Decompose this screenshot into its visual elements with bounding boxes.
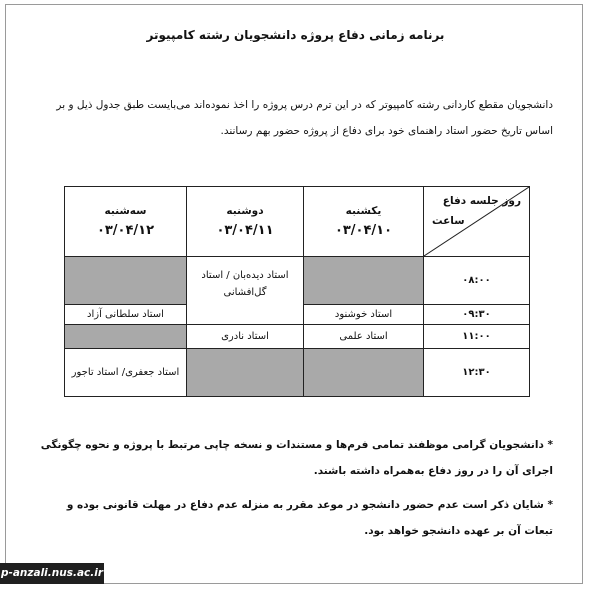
table-row — [65, 349, 530, 397]
site-watermark: p-anzali.nus.ac.ir — [0, 563, 104, 584]
empty-shaded-cell — [65, 325, 187, 349]
day-date: ۰۳/۰۴/۱۱ — [216, 223, 274, 238]
table-row — [65, 257, 530, 305]
day-name: دوشنبه — [226, 205, 264, 217]
day-header-tuesday — [65, 187, 187, 257]
time-slot: ۱۱:۰۰ — [424, 325, 530, 349]
empty-shaded-cell — [65, 257, 187, 305]
empty-shaded-cell — [304, 257, 424, 305]
supervisor-cell: استاد دیده‌بان / استاد گل‌افشانی — [187, 257, 304, 325]
document-title: برنامه زمانی دفاع پروژه دانشجویان رشته کامپیوتر — [146, 28, 445, 42]
supervisor-cell: استاد نادری — [187, 325, 304, 349]
day-date: ۰۳/۰۴/۱۰ — [334, 223, 393, 238]
corner-header — [424, 187, 530, 257]
day-header-monday — [187, 187, 304, 257]
empty-shaded-cell — [187, 349, 304, 397]
empty-shaded-cell — [304, 349, 424, 397]
day-name: سه‌شنبه — [104, 205, 147, 217]
time-slot: ۱۲:۳۰ — [424, 349, 530, 397]
note-absence: * شایان ذکر است عدم حضور دانشجو در موعد مقرر به منزله عدم دفاع در مهلت قانونی بوده و تبعات آن بر عهده دانشجو خواهد بود. — [66, 499, 553, 537]
header-row — [65, 187, 530, 257]
note-documents: * دانشجویان گرامی موظفند تمامی فرم‌ها و مستندات و نسخه چاپی مرتبط با پروژه و نحوه چگونگی اجرای آن را در روز دفاع به‌همراه داشته باشند. — [40, 439, 553, 477]
day-date: ۰۳/۰۴/۱۲ — [96, 223, 155, 238]
corner-hour-label: ساعت — [432, 215, 465, 227]
table-row — [65, 325, 530, 349]
supervisor-cell: استاد خوشنود — [304, 305, 424, 325]
supervisor-cell: استاد علمی — [304, 325, 424, 349]
defense-schedule-table — [64, 186, 530, 397]
supervisor-cell: استاد جعفری/ استاد تاجور — [65, 349, 187, 397]
supervisor-cell: استاد سلطانی آزاد — [65, 305, 187, 325]
time-slot: ۰۸:۰۰ — [424, 257, 530, 305]
time-slot: ۰۹:۳۰ — [424, 305, 530, 325]
corner-day-label: روز جلسه دفاع — [442, 195, 521, 207]
intro-paragraph: دانشجویان مقطع کاردانی رشته کامپیوتر که در این ترم درس پروژه را اخذ نموده‌اند می‌بایست طبق جدول ذیل و بر اساس تاریخ حضور استاد راهنمای خود برای دفاع از پروژه حضور بهم رسانند. — [56, 99, 553, 137]
day-name: یکشنبه — [345, 205, 382, 217]
day-header-sunday — [304, 187, 424, 257]
